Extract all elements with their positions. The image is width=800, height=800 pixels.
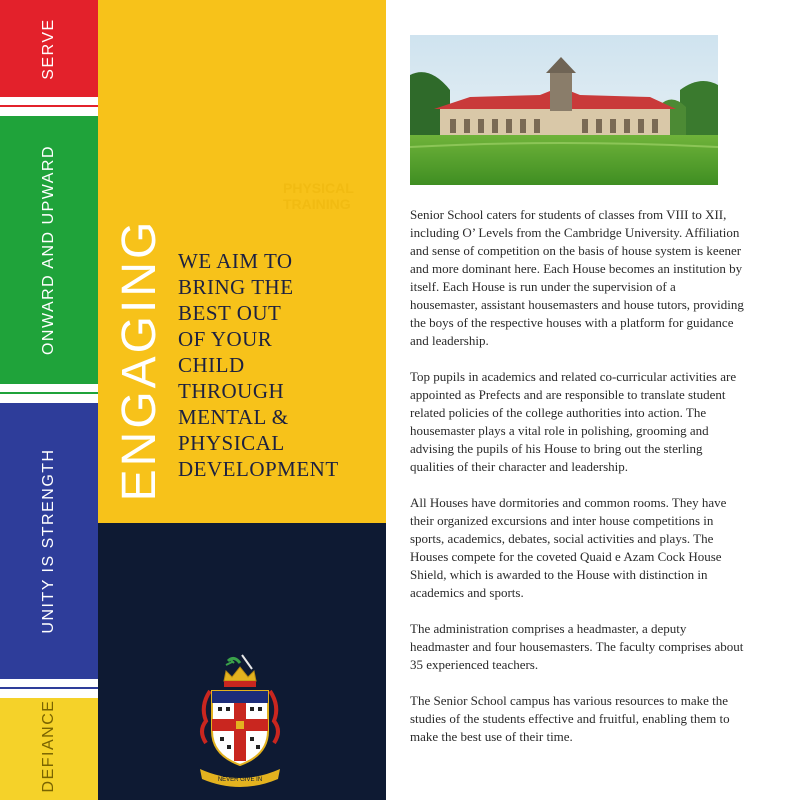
tagline-line: WE AIM TO <box>178 249 293 273</box>
strip-label-onward: ONWARD AND UPWARD <box>40 144 57 356</box>
strip-accent-line <box>0 687 98 689</box>
strip-accent-line <box>0 105 98 107</box>
strip-serve <box>0 0 98 97</box>
paragraph: Top pupils in academics and related co-curricular activities are appointed as Prefects and are responsible to translate student related policies of the college authorities into action. The housemaster plays a vital role in polishing, grooming and advising the pupils of his House to bring out the sterling qualities of their character and leadership. <box>410 369 737 474</box>
campus-photo <box>410 35 718 185</box>
strip-label-defiance: DEFIANCE <box>40 699 57 793</box>
strip-accent-line <box>0 392 98 394</box>
school-crest-icon <box>190 651 290 791</box>
tagline-line: PHYSICAL <box>178 431 285 455</box>
tagline-line: THROUGH <box>178 379 285 403</box>
ghost-watermark-text: PHYSICAL TRAINING <box>283 180 354 212</box>
paragraph: The Senior School campus has various resources to make the studies of the students effective and fruitful, enabling them to make the best use of their time. <box>410 693 730 744</box>
paragraph: The administration comprises a headmaster, a deputy headmaster and four housemasters. The faculty comprises about 35 experienced teachers. <box>410 621 744 672</box>
body-text <box>410 206 745 764</box>
tagline-line: MENTAL & <box>178 405 289 429</box>
navy-panel <box>98 523 386 800</box>
tagline-line: BRING THE <box>178 275 294 299</box>
tagline <box>178 248 383 482</box>
paragraph: All Houses have dormitories and common rooms. They have their organized excursions and inter house competitions in sports, academics, debates, social activities and plays. The Houses compete for the coveted Quaid e Azam Cock House Shield, which is awarded to the House with distinction in academics and sports. <box>410 495 727 600</box>
tagline-line: BEST OUT <box>178 301 282 325</box>
tagline-line: DEVELOPMENT <box>178 457 339 481</box>
strip-defiance <box>0 698 98 800</box>
tagline-line: CHILD <box>178 353 245 377</box>
engaging-heading: ENGAGING <box>113 218 166 502</box>
strip-unity <box>0 403 98 679</box>
crest-motto: NEVER GIVE IN <box>217 777 263 783</box>
strip-label-unity: UNITY IS STRENGTH <box>40 448 57 634</box>
strip-onward <box>0 116 98 384</box>
strip-label-serve: SERVE <box>40 17 57 80</box>
tagline-line: OF YOUR <box>178 327 273 351</box>
paragraph: Senior School caters for students of classes from VIII to XII, including O’ Levels from the Cambridge University. Affiliation and sense of competition on the basis of house system is keener and more dominant here. Each House becomes an institution by itself. Each House is run under the supervision of a housemaster, assistant housemasters and house tutors, providing the boys of the respective houses with a platform for guidance and leadership. <box>410 207 744 348</box>
